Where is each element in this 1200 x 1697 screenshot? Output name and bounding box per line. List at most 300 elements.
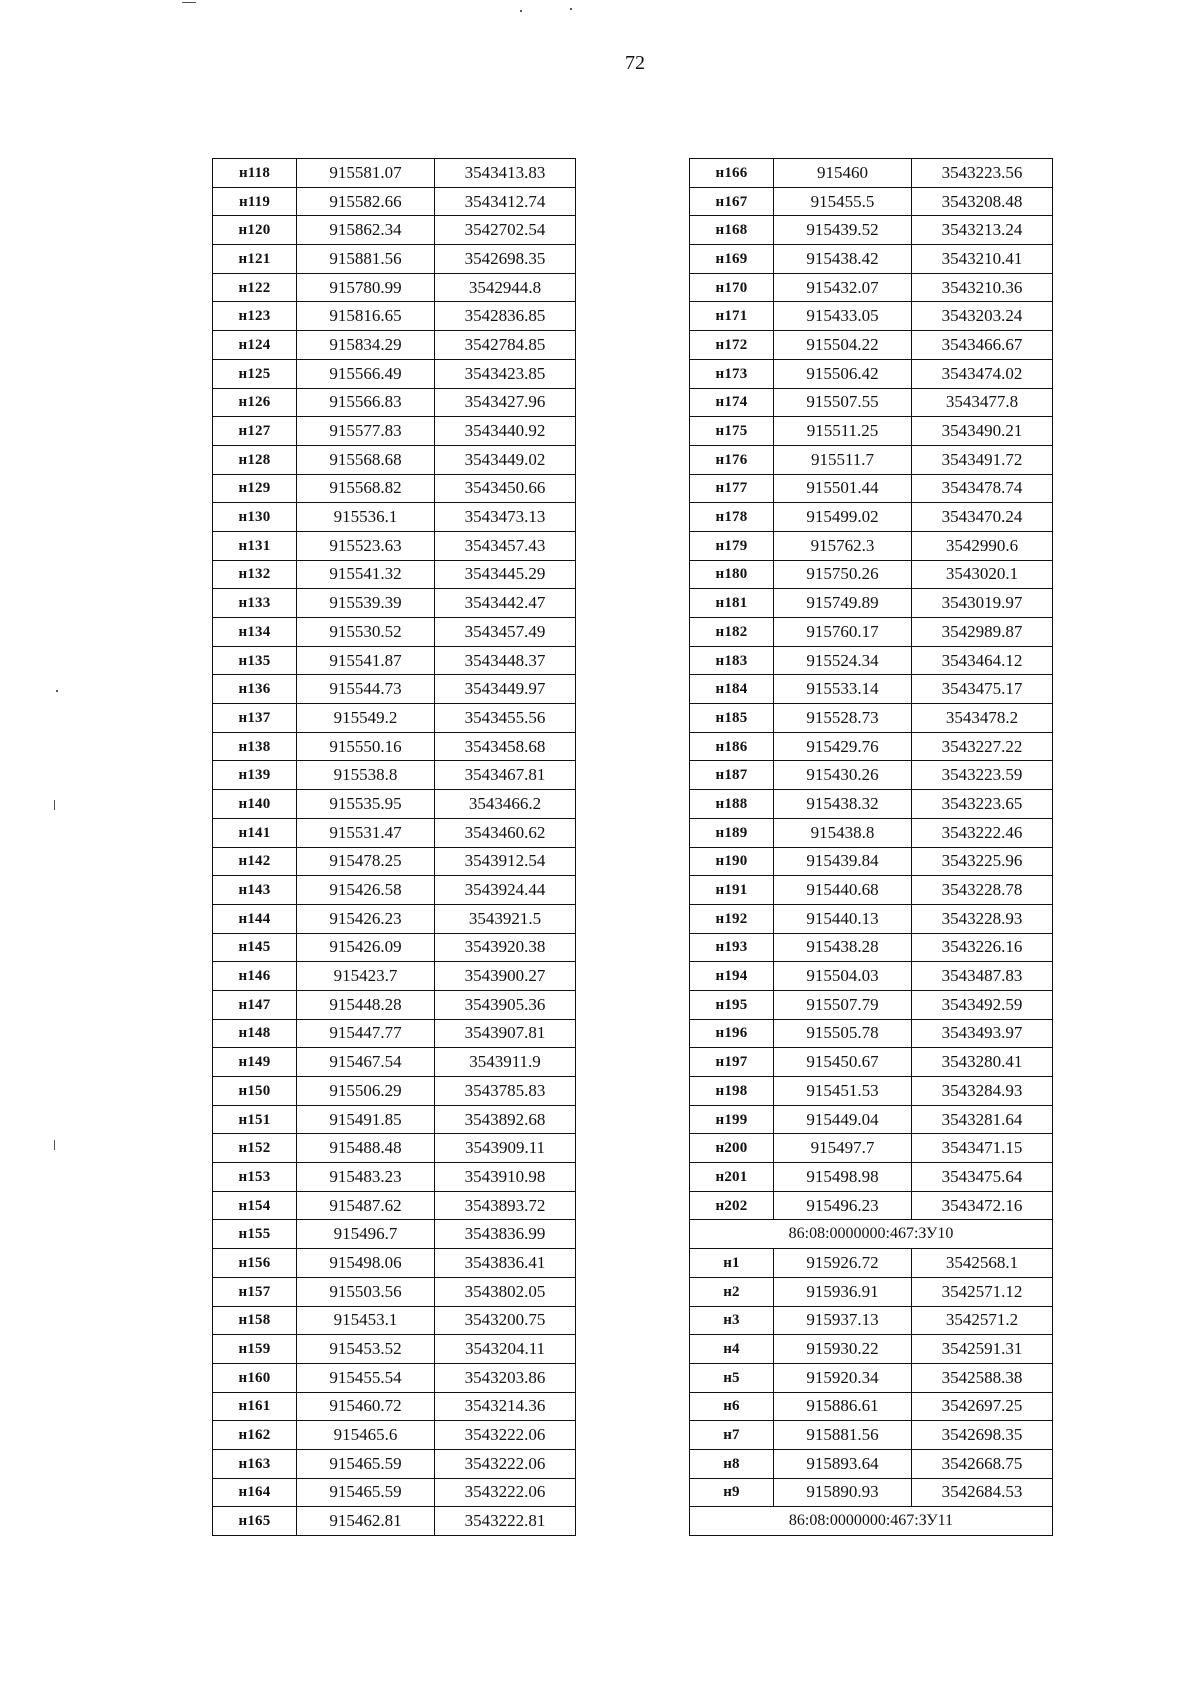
- x-coordinate-cell: 915533.14: [774, 675, 912, 704]
- table-row: [690, 1134, 1053, 1163]
- point-id-cell: н201: [690, 1163, 774, 1192]
- y-coordinate-cell: 3542784.85: [435, 331, 576, 360]
- point-id-cell: н183: [690, 646, 774, 675]
- point-id-cell: н150: [213, 1077, 297, 1106]
- y-coordinate-cell: 3543210.36: [912, 273, 1053, 302]
- y-coordinate-cell: 3543470.24: [912, 503, 1053, 532]
- scan-speck: [182, 2, 196, 3]
- table-row: [213, 761, 576, 790]
- point-id-cell: н130: [213, 503, 297, 532]
- table-row: [213, 618, 576, 647]
- x-coordinate-cell: 915539.39: [297, 589, 435, 618]
- table-row: [690, 1048, 1053, 1077]
- x-coordinate-cell: 915499.02: [774, 503, 912, 532]
- point-id-cell: н146: [213, 962, 297, 991]
- y-coordinate-cell: 3542990.6: [912, 531, 1053, 560]
- x-coordinate-cell: 915524.34: [774, 646, 912, 675]
- table-row: [690, 1163, 1053, 1192]
- point-id-cell: н125: [213, 359, 297, 388]
- x-coordinate-cell: 915465.59: [297, 1449, 435, 1478]
- table-row: [690, 359, 1053, 388]
- table-row: [213, 876, 576, 905]
- x-coordinate-cell: 915462.81: [297, 1507, 435, 1536]
- x-coordinate-cell: 915449.04: [774, 1105, 912, 1134]
- table-row: [690, 302, 1053, 331]
- x-coordinate-cell: 915432.07: [774, 273, 912, 302]
- point-id-cell: н194: [690, 962, 774, 991]
- point-id-cell: н191: [690, 876, 774, 905]
- table-row: [690, 704, 1053, 733]
- y-coordinate-cell: 3543225.96: [912, 847, 1053, 876]
- x-coordinate-cell: 915423.7: [297, 962, 435, 991]
- y-coordinate-cell: 3543457.49: [435, 618, 576, 647]
- y-coordinate-cell: 3543466.67: [912, 331, 1053, 360]
- point-id-cell: н120: [213, 216, 297, 245]
- x-coordinate-cell: 915429.76: [774, 732, 912, 761]
- table-row: [213, 331, 576, 360]
- x-coordinate-cell: 915438.32: [774, 790, 912, 819]
- x-coordinate-cell: 915450.67: [774, 1048, 912, 1077]
- point-id-cell: н148: [213, 1019, 297, 1048]
- y-coordinate-cell: 3543223.56: [912, 159, 1053, 188]
- point-id-cell: н169: [690, 245, 774, 274]
- x-coordinate-cell: 915447.77: [297, 1019, 435, 1048]
- y-coordinate-cell: 3542944.8: [435, 273, 576, 302]
- x-coordinate-cell: 915504.03: [774, 962, 912, 991]
- table-row: [690, 1249, 1053, 1278]
- y-coordinate-cell: 3543450.66: [435, 474, 576, 503]
- scan-speck: [54, 800, 55, 810]
- table-row: [690, 1363, 1053, 1392]
- table-row: [690, 618, 1053, 647]
- table-row: [690, 933, 1053, 962]
- x-coordinate-cell: 915440.68: [774, 876, 912, 905]
- table-row: [690, 159, 1053, 188]
- point-id-cell: н147: [213, 990, 297, 1019]
- y-coordinate-cell: 3543491.72: [912, 445, 1053, 474]
- point-id-cell: н185: [690, 704, 774, 733]
- point-id-cell: н184: [690, 675, 774, 704]
- point-id-cell: н162: [213, 1421, 297, 1450]
- y-coordinate-cell: 3543473.13: [435, 503, 576, 532]
- x-coordinate-cell: 915451.53: [774, 1077, 912, 1106]
- point-id-cell: н136: [213, 675, 297, 704]
- y-coordinate-cell: 3542588.38: [912, 1363, 1053, 1392]
- point-id-cell: н118: [213, 159, 297, 188]
- table-row: [690, 818, 1053, 847]
- x-coordinate-cell: 915467.54: [297, 1048, 435, 1077]
- coordinates-table-left: [212, 158, 576, 1536]
- point-id-cell: н138: [213, 732, 297, 761]
- table-row: [690, 962, 1053, 991]
- x-coordinate-cell: 915455.5: [774, 187, 912, 216]
- y-coordinate-cell: 3543412.74: [435, 187, 576, 216]
- point-id-cell: н140: [213, 790, 297, 819]
- y-coordinate-cell: 3543458.68: [435, 732, 576, 761]
- y-coordinate-cell: 3543492.59: [912, 990, 1053, 1019]
- point-id-cell: н164: [213, 1478, 297, 1507]
- y-coordinate-cell: 3543280.41: [912, 1048, 1053, 1077]
- point-id-cell: н158: [213, 1306, 297, 1335]
- table-row: [690, 904, 1053, 933]
- y-coordinate-cell: 3542698.35: [435, 245, 576, 274]
- point-id-cell: н9: [690, 1478, 774, 1507]
- point-id-cell: н192: [690, 904, 774, 933]
- x-coordinate-cell: 915549.2: [297, 704, 435, 733]
- table-row: [690, 417, 1053, 446]
- x-coordinate-cell: 915568.68: [297, 445, 435, 474]
- table-row: [213, 646, 576, 675]
- table-row: [213, 1507, 576, 1536]
- table-row: [213, 560, 576, 589]
- point-id-cell: н144: [213, 904, 297, 933]
- y-coordinate-cell: 3543208.48: [912, 187, 1053, 216]
- y-coordinate-cell: 3543213.24: [912, 216, 1053, 245]
- section-header-row: [690, 1507, 1053, 1536]
- table-row: [213, 904, 576, 933]
- table-row: [213, 474, 576, 503]
- x-coordinate-cell: 915544.73: [297, 675, 435, 704]
- point-id-cell: н181: [690, 589, 774, 618]
- y-coordinate-cell: 3543222.06: [435, 1449, 576, 1478]
- table-row: [213, 1335, 576, 1364]
- x-coordinate-cell: 915488.48: [297, 1134, 435, 1163]
- table-row: [213, 1306, 576, 1335]
- table-row: [690, 216, 1053, 245]
- point-id-cell: н142: [213, 847, 297, 876]
- x-coordinate-cell: 915496.7: [297, 1220, 435, 1249]
- table-row: [213, 1363, 576, 1392]
- table-row: [213, 1277, 576, 1306]
- coordinates-table-right: [689, 158, 1053, 1536]
- y-coordinate-cell: 3543203.86: [435, 1363, 576, 1392]
- point-id-cell: н4: [690, 1335, 774, 1364]
- x-coordinate-cell: 915566.49: [297, 359, 435, 388]
- point-id-cell: н156: [213, 1249, 297, 1278]
- table-row: [690, 990, 1053, 1019]
- x-coordinate-cell: 915506.42: [774, 359, 912, 388]
- x-coordinate-cell: 915453.52: [297, 1335, 435, 1364]
- point-id-cell: н186: [690, 732, 774, 761]
- x-coordinate-cell: 915433.05: [774, 302, 912, 331]
- y-coordinate-cell: 3542989.87: [912, 618, 1053, 647]
- x-coordinate-cell: 915483.23: [297, 1163, 435, 1192]
- y-coordinate-cell: 3543222.46: [912, 818, 1053, 847]
- scan-speck: [520, 10, 522, 12]
- x-coordinate-cell: 915523.63: [297, 531, 435, 560]
- x-coordinate-cell: 915460: [774, 159, 912, 188]
- y-coordinate-cell: 3543204.11: [435, 1335, 576, 1364]
- point-id-cell: н175: [690, 417, 774, 446]
- y-coordinate-cell: 3542591.31: [912, 1335, 1053, 1364]
- y-coordinate-cell: 3542568.1: [912, 1249, 1053, 1278]
- x-coordinate-cell: 915530.52: [297, 618, 435, 647]
- table-row: [690, 331, 1053, 360]
- y-coordinate-cell: 3543475.64: [912, 1163, 1053, 1192]
- x-coordinate-cell: 915550.16: [297, 732, 435, 761]
- x-coordinate-cell: 915465.59: [297, 1478, 435, 1507]
- x-coordinate-cell: 915762.3: [774, 531, 912, 560]
- page-number: 72: [625, 52, 645, 74]
- table-row: [690, 790, 1053, 819]
- y-coordinate-cell: 3542571.12: [912, 1277, 1053, 1306]
- y-coordinate-cell: 3543912.54: [435, 847, 576, 876]
- point-id-cell: н154: [213, 1191, 297, 1220]
- y-coordinate-cell: 3543467.81: [435, 761, 576, 790]
- y-coordinate-cell: 3543460.62: [435, 818, 576, 847]
- point-id-cell: н190: [690, 847, 774, 876]
- y-coordinate-cell: 3543442.47: [435, 589, 576, 618]
- x-coordinate-cell: 915504.22: [774, 331, 912, 360]
- x-coordinate-cell: 915749.89: [774, 589, 912, 618]
- y-coordinate-cell: 3542698.35: [912, 1421, 1053, 1450]
- y-coordinate-cell: 3543413.83: [435, 159, 576, 188]
- x-coordinate-cell: 915498.98: [774, 1163, 912, 1192]
- y-coordinate-cell: 3543472.16: [912, 1191, 1053, 1220]
- table-row: [690, 474, 1053, 503]
- table-row: [690, 503, 1053, 532]
- point-id-cell: н187: [690, 761, 774, 790]
- point-id-cell: н173: [690, 359, 774, 388]
- x-coordinate-cell: 915465.6: [297, 1421, 435, 1450]
- x-coordinate-cell: 915497.7: [774, 1134, 912, 1163]
- point-id-cell: н122: [213, 273, 297, 302]
- x-coordinate-cell: 915531.47: [297, 818, 435, 847]
- table-row: [213, 990, 576, 1019]
- table-row: [213, 589, 576, 618]
- table-row: [690, 847, 1053, 876]
- scan-speck: [570, 8, 572, 10]
- table-row: [213, 245, 576, 274]
- point-id-cell: н171: [690, 302, 774, 331]
- point-id-cell: н165: [213, 1507, 297, 1536]
- point-id-cell: н153: [213, 1163, 297, 1192]
- point-id-cell: н195: [690, 990, 774, 1019]
- point-id-cell: н182: [690, 618, 774, 647]
- y-coordinate-cell: 3543227.22: [912, 732, 1053, 761]
- x-coordinate-cell: 915920.34: [774, 1363, 912, 1392]
- table-row: [690, 531, 1053, 560]
- y-coordinate-cell: 3543228.93: [912, 904, 1053, 933]
- table-row: [690, 1105, 1053, 1134]
- point-id-cell: н3: [690, 1306, 774, 1335]
- x-coordinate-cell: 915582.66: [297, 187, 435, 216]
- table-row: [690, 1449, 1053, 1478]
- x-coordinate-cell: 915440.13: [774, 904, 912, 933]
- table-row: [213, 1105, 576, 1134]
- x-coordinate-cell: 915511.7: [774, 445, 912, 474]
- y-coordinate-cell: 3543440.92: [435, 417, 576, 446]
- point-id-cell: н159: [213, 1335, 297, 1364]
- y-coordinate-cell: 3543210.41: [912, 245, 1053, 274]
- x-coordinate-cell: 915536.1: [297, 503, 435, 532]
- scan-speck: [56, 690, 58, 692]
- y-coordinate-cell: 3543223.59: [912, 761, 1053, 790]
- point-id-cell: н170: [690, 273, 774, 302]
- table-row: [690, 732, 1053, 761]
- x-coordinate-cell: 915438.42: [774, 245, 912, 274]
- point-id-cell: н124: [213, 331, 297, 360]
- point-id-cell: н129: [213, 474, 297, 503]
- x-coordinate-cell: 915834.29: [297, 331, 435, 360]
- y-coordinate-cell: 3543471.15: [912, 1134, 1053, 1163]
- point-id-cell: н198: [690, 1077, 774, 1106]
- x-coordinate-cell: 915581.07: [297, 159, 435, 188]
- y-coordinate-cell: 3542836.85: [435, 302, 576, 331]
- x-coordinate-cell: 915541.32: [297, 560, 435, 589]
- table-row: [690, 1277, 1053, 1306]
- y-coordinate-cell: 3543222.81: [435, 1507, 576, 1536]
- point-id-cell: н163: [213, 1449, 297, 1478]
- x-coordinate-cell: 915881.56: [297, 245, 435, 274]
- point-id-cell: н180: [690, 560, 774, 589]
- y-coordinate-cell: 3543477.8: [912, 388, 1053, 417]
- point-id-cell: н179: [690, 531, 774, 560]
- table-row: [213, 1449, 576, 1478]
- y-coordinate-cell: 3543449.02: [435, 445, 576, 474]
- y-coordinate-cell: 3543478.74: [912, 474, 1053, 503]
- y-coordinate-cell: 3543464.12: [912, 646, 1053, 675]
- point-id-cell: н7: [690, 1421, 774, 1450]
- table-row: [213, 1134, 576, 1163]
- y-coordinate-cell: 3543478.2: [912, 704, 1053, 733]
- x-coordinate-cell: 915503.56: [297, 1277, 435, 1306]
- point-id-cell: н139: [213, 761, 297, 790]
- y-coordinate-cell: 3543900.27: [435, 962, 576, 991]
- point-id-cell: н131: [213, 531, 297, 560]
- point-id-cell: н119: [213, 187, 297, 216]
- x-coordinate-cell: 915507.55: [774, 388, 912, 417]
- y-coordinate-cell: 3543448.37: [435, 646, 576, 675]
- table-row: [213, 1163, 576, 1192]
- table-row: [213, 1019, 576, 1048]
- point-id-cell: н152: [213, 1134, 297, 1163]
- x-coordinate-cell: 915566.83: [297, 388, 435, 417]
- x-coordinate-cell: 915881.56: [774, 1421, 912, 1450]
- point-id-cell: н135: [213, 646, 297, 675]
- table-row: [213, 445, 576, 474]
- point-id-cell: н166: [690, 159, 774, 188]
- point-id-cell: н123: [213, 302, 297, 331]
- table-row: [213, 359, 576, 388]
- point-id-cell: н167: [690, 187, 774, 216]
- y-coordinate-cell: 3543920.38: [435, 933, 576, 962]
- table-row: [213, 790, 576, 819]
- y-coordinate-cell: 3543020.1: [912, 560, 1053, 589]
- point-id-cell: н132: [213, 560, 297, 589]
- y-coordinate-cell: 3542702.54: [435, 216, 576, 245]
- x-coordinate-cell: 915538.8: [297, 761, 435, 790]
- table-row: [213, 847, 576, 876]
- point-id-cell: н155: [213, 1220, 297, 1249]
- y-coordinate-cell: 3543924.44: [435, 876, 576, 905]
- point-id-cell: н2: [690, 1277, 774, 1306]
- y-coordinate-cell: 3543427.96: [435, 388, 576, 417]
- x-coordinate-cell: 915780.99: [297, 273, 435, 302]
- y-coordinate-cell: 3543284.93: [912, 1077, 1053, 1106]
- x-coordinate-cell: 915478.25: [297, 847, 435, 876]
- point-id-cell: н143: [213, 876, 297, 905]
- table-row: [213, 531, 576, 560]
- x-coordinate-cell: 915528.73: [774, 704, 912, 733]
- y-coordinate-cell: 3543910.98: [435, 1163, 576, 1192]
- section-header-row: [690, 1220, 1053, 1249]
- table-row: [690, 1478, 1053, 1507]
- y-coordinate-cell: 3543200.75: [435, 1306, 576, 1335]
- table-row: [690, 1077, 1053, 1106]
- point-id-cell: н188: [690, 790, 774, 819]
- y-coordinate-cell: 3543281.64: [912, 1105, 1053, 1134]
- point-id-cell: н193: [690, 933, 774, 962]
- table-row: [213, 273, 576, 302]
- point-id-cell: н196: [690, 1019, 774, 1048]
- y-coordinate-cell: 3543893.72: [435, 1191, 576, 1220]
- y-coordinate-cell: 3543423.85: [435, 359, 576, 388]
- point-id-cell: н199: [690, 1105, 774, 1134]
- x-coordinate-cell: 915426.23: [297, 904, 435, 933]
- table-row: [213, 933, 576, 962]
- point-id-cell: н189: [690, 818, 774, 847]
- point-id-cell: н141: [213, 818, 297, 847]
- y-coordinate-cell: 3543222.06: [435, 1421, 576, 1450]
- x-coordinate-cell: 915511.25: [774, 417, 912, 446]
- x-coordinate-cell: 915498.06: [297, 1249, 435, 1278]
- table-row: [213, 1249, 576, 1278]
- y-coordinate-cell: 3543911.9: [435, 1048, 576, 1077]
- point-id-cell: н172: [690, 331, 774, 360]
- point-id-cell: н8: [690, 1449, 774, 1478]
- y-coordinate-cell: 3543475.17: [912, 675, 1053, 704]
- x-coordinate-cell: 915890.93: [774, 1478, 912, 1507]
- point-id-cell: н128: [213, 445, 297, 474]
- x-coordinate-cell: 915535.95: [297, 790, 435, 819]
- x-coordinate-cell: 915926.72: [774, 1249, 912, 1278]
- y-coordinate-cell: 3542571.2: [912, 1306, 1053, 1335]
- y-coordinate-cell: 3543474.02: [912, 359, 1053, 388]
- table-row: [213, 187, 576, 216]
- table-row: [690, 1392, 1053, 1421]
- x-coordinate-cell: 915455.54: [297, 1363, 435, 1392]
- table-row: [690, 1421, 1053, 1450]
- x-coordinate-cell: 915491.85: [297, 1105, 435, 1134]
- point-id-cell: н161: [213, 1392, 297, 1421]
- y-coordinate-cell: 3543214.36: [435, 1392, 576, 1421]
- x-coordinate-cell: 915453.1: [297, 1306, 435, 1335]
- y-coordinate-cell: 3542684.53: [912, 1478, 1053, 1507]
- point-id-cell: н168: [690, 216, 774, 245]
- table-row: [690, 761, 1053, 790]
- point-id-cell: н134: [213, 618, 297, 647]
- y-coordinate-cell: 3543493.97: [912, 1019, 1053, 1048]
- point-id-cell: н176: [690, 445, 774, 474]
- y-coordinate-cell: 3542697.25: [912, 1392, 1053, 1421]
- y-coordinate-cell: 3543449.97: [435, 675, 576, 704]
- table-row: [213, 503, 576, 532]
- y-coordinate-cell: 3543455.56: [435, 704, 576, 733]
- point-id-cell: н133: [213, 589, 297, 618]
- table-row: [690, 245, 1053, 274]
- table-row: [690, 675, 1053, 704]
- table-row: [213, 417, 576, 446]
- y-coordinate-cell: 3543223.65: [912, 790, 1053, 819]
- table-row: [690, 876, 1053, 905]
- x-coordinate-cell: 915438.28: [774, 933, 912, 962]
- table-row: [213, 704, 576, 733]
- x-coordinate-cell: 915496.23: [774, 1191, 912, 1220]
- x-coordinate-cell: 915426.58: [297, 876, 435, 905]
- y-coordinate-cell: 3543836.41: [435, 1249, 576, 1278]
- table-row: [213, 675, 576, 704]
